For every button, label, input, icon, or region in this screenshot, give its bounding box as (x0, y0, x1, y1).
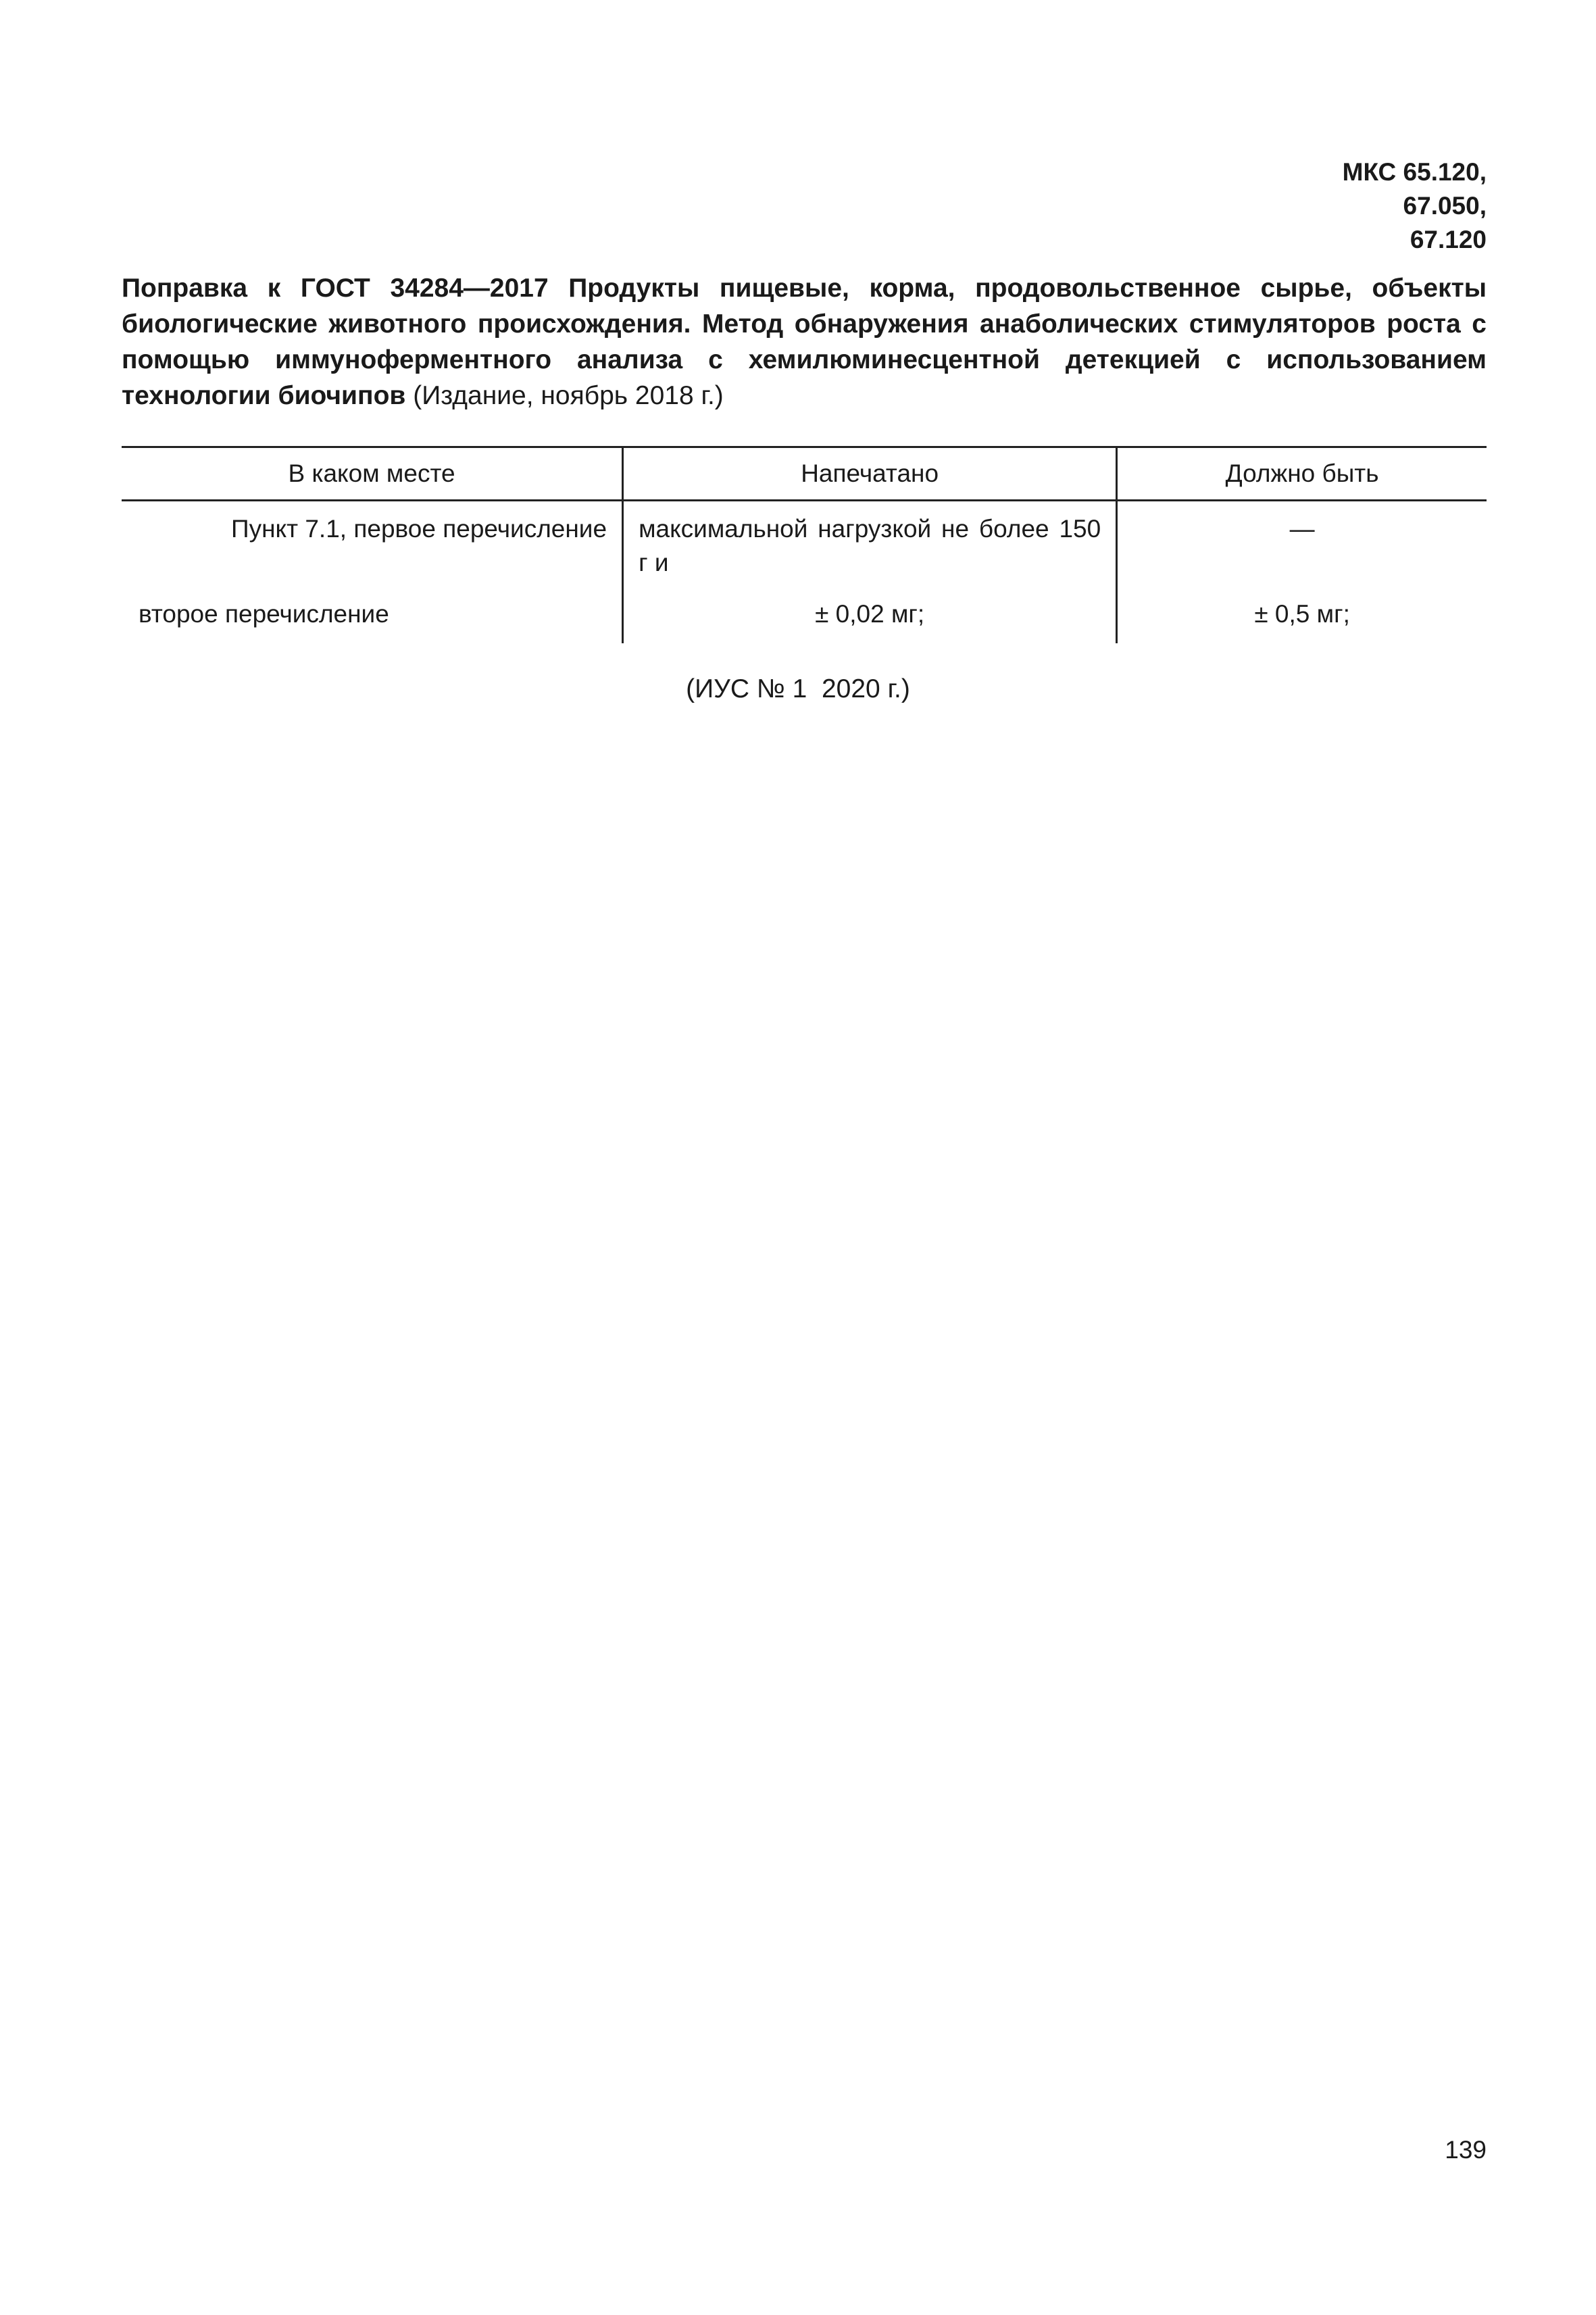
cell-should-be: ± 0,5 мг; (1254, 600, 1350, 628)
mks-line: 67.120 (1410, 226, 1487, 253)
cell-printed: ± 0,02 мг; (623, 588, 1117, 643)
amendment-title-bold: Поправка к ГОСТ 34284—2017 Продукты пищевые, корма, продовольственное сырье, объекты биологические животного происхождения. Метод обнаружения анаболических стимуляторов роста с помощью иммуноферментного анализа с хемилюминесцентной детекцией с использованием технологии биочипов (122, 274, 1487, 410)
mks-line: МКС 65.120, (1342, 158, 1487, 186)
page-number: 139 (1445, 2136, 1487, 2164)
classification-codes (1149, 155, 1487, 257)
table-row (122, 588, 1487, 643)
header-location: В каком месте (122, 447, 623, 501)
cell-printed: максимальной нагрузкой не более 150 г и (623, 501, 1117, 589)
ius-reference: (ИУС № 1 2020 г.) (686, 674, 910, 703)
cell-location: Пункт 7.1, первое перечисление (122, 501, 623, 589)
table-header-row (122, 447, 1487, 501)
header-printed: Напечатано (623, 447, 1117, 501)
cell-should-be: — (1289, 515, 1315, 543)
amendment-title (122, 270, 1487, 414)
table-row (122, 501, 1487, 589)
amendment-edition: (Издание, ноябрь 2018 г.) (405, 381, 724, 410)
mks-line: 67.050, (1403, 192, 1487, 220)
header-should-be: Должно быть (1117, 447, 1487, 501)
cell-location: второе перечисление (122, 588, 623, 643)
amendment-table (122, 446, 1487, 643)
